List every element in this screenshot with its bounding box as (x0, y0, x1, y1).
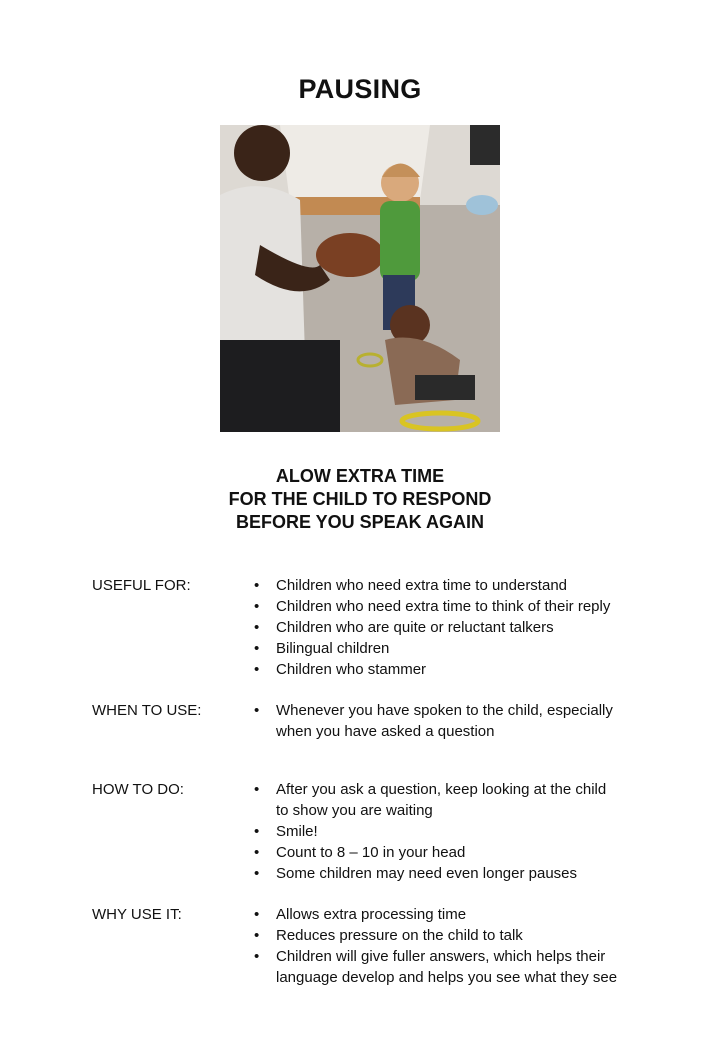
list-item: • Allows extra processing time (254, 904, 622, 925)
bullet-list (254, 779, 622, 884)
list-item: • Some children may need even longer pauses (254, 863, 622, 884)
bullet-list (254, 904, 622, 988)
photo-adult-with-children (220, 125, 500, 432)
page-title: PAUSING (298, 74, 422, 104)
headline-line-2: FOR THE CHILD TO RESPOND (228, 489, 492, 509)
section-label: HOW TO DO: (92, 781, 184, 798)
headline-line-3: BEFORE YOU SPEAK AGAIN (235, 512, 485, 532)
section-label: WHY USE IT: (92, 906, 182, 923)
bullet-list (254, 575, 634, 680)
list-item: • After you ask a question, keep looking at the child to show you are waiting (254, 779, 622, 821)
list-item: • Children will give fuller answers, which helps their language develop and helps you see what they see (254, 946, 622, 988)
headline (0, 465, 720, 534)
list-item: • Reduces pressure on the child to talk (254, 925, 622, 946)
list-item: • Children who need extra time to think of their reply (254, 596, 634, 617)
list-item: • Count to 8 – 10 in your head (254, 842, 622, 863)
list-item: • Children who stammer (254, 659, 634, 680)
list-item: • Children who are quite or reluctant talkers (254, 617, 634, 638)
list-item: • Children who need extra time to understand (254, 575, 634, 596)
list-item: • Smile! (254, 821, 622, 842)
list-item: • Bilingual children (254, 638, 634, 659)
headline-line-1: ALOW EXTRA TIME (275, 466, 445, 486)
bullet-list (254, 700, 614, 742)
section-label: USEFUL FOR: (92, 577, 191, 594)
section-label: WHEN TO USE: (92, 702, 202, 719)
list-item: • Whenever you have spoken to the child, especially when you have asked a question (254, 700, 614, 742)
